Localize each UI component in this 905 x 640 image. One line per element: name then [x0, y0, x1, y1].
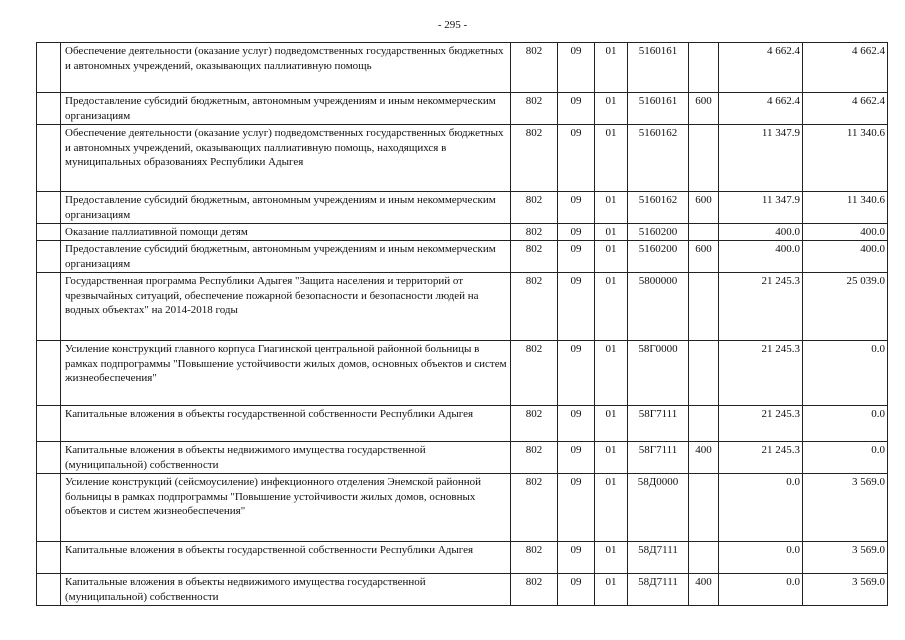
table-body	[37, 43, 888, 606]
amount-year-2: 0.0	[803, 341, 888, 406]
amount-year-1: 400.0	[719, 224, 803, 241]
row-description: Капитальные вложения в объекты государственной собственности Республики Адыгея	[61, 542, 511, 574]
row-description: Обеспечение деятельности (оказание услуг) подведомственных государственных бюджетных и автономных учреждений, оказывающих паллиативную помощь, находящихся в муниципальных образованиях Республики Адыгея	[61, 125, 511, 192]
section-code: 09	[558, 442, 595, 474]
empty-index-cell	[37, 474, 61, 542]
target-article-code: 58Д0000	[628, 474, 689, 542]
empty-index-cell	[37, 43, 61, 93]
expense-type-code	[689, 542, 719, 574]
table-row	[37, 341, 888, 406]
section-code: 09	[558, 406, 595, 442]
target-article-code: 58Г7111	[628, 406, 689, 442]
section-code: 09	[558, 273, 595, 341]
empty-index-cell	[37, 574, 61, 606]
subsection-code: 01	[595, 43, 628, 93]
amount-year-1: 4 662.4	[719, 43, 803, 93]
budget-table	[36, 42, 888, 606]
subsection-code: 01	[595, 474, 628, 542]
row-description: Предоставление субсидий бюджетным, автономным учреждениям и иным некоммерческим организациям	[61, 93, 511, 125]
target-article-code: 5160162	[628, 192, 689, 224]
amount-year-1: 4 662.4	[719, 93, 803, 125]
row-description: Оказание паллиативной помощи детям	[61, 224, 511, 241]
ministry-code: 802	[511, 406, 558, 442]
amount-year-1: 21 245.3	[719, 406, 803, 442]
target-article-code: 5160200	[628, 224, 689, 241]
amount-year-1: 21 245.3	[719, 273, 803, 341]
subsection-code: 01	[595, 574, 628, 606]
empty-index-cell	[37, 542, 61, 574]
subsection-code: 01	[595, 341, 628, 406]
ministry-code: 802	[511, 241, 558, 273]
amount-year-2: 11 340.6	[803, 125, 888, 192]
row-description: Предоставление субсидий бюджетным, автономным учреждениям и иным некоммерческим организациям	[61, 241, 511, 273]
empty-index-cell	[37, 224, 61, 241]
subsection-code: 01	[595, 406, 628, 442]
ministry-code: 802	[511, 542, 558, 574]
ministry-code: 802	[511, 43, 558, 93]
expense-type-code	[689, 224, 719, 241]
table-row	[37, 192, 888, 224]
target-article-code: 58Д7111	[628, 542, 689, 574]
section-code: 09	[558, 542, 595, 574]
amount-year-2: 3 569.0	[803, 542, 888, 574]
table-row	[37, 125, 888, 192]
expense-type-code	[689, 406, 719, 442]
section-code: 09	[558, 224, 595, 241]
table-row	[37, 442, 888, 474]
amount-year-2: 4 662.4	[803, 43, 888, 93]
amount-year-1: 11 347.9	[719, 192, 803, 224]
amount-year-1: 0.0	[719, 542, 803, 574]
target-article-code: 58Г0000	[628, 341, 689, 406]
subsection-code: 01	[595, 442, 628, 474]
row-description: Капитальные вложения в объекты недвижимого имущества государственной (муниципальной) собственности	[61, 442, 511, 474]
expense-type-code	[689, 43, 719, 93]
amount-year-1: 400.0	[719, 241, 803, 273]
subsection-code: 01	[595, 192, 628, 224]
expense-type-code	[689, 341, 719, 406]
section-code: 09	[558, 241, 595, 273]
ministry-code: 802	[511, 125, 558, 192]
section-code: 09	[558, 574, 595, 606]
amount-year-1: 0.0	[719, 574, 803, 606]
expense-type-code	[689, 273, 719, 341]
amount-year-2: 3 569.0	[803, 574, 888, 606]
amount-year-2: 400.0	[803, 224, 888, 241]
table-row	[37, 474, 888, 542]
amount-year-1: 0.0	[719, 474, 803, 542]
expense-type-code: 600	[689, 93, 719, 125]
ministry-code: 802	[511, 474, 558, 542]
table-row	[37, 273, 888, 341]
subsection-code: 01	[595, 224, 628, 241]
ministry-code: 802	[511, 192, 558, 224]
table-row	[37, 574, 888, 606]
section-code: 09	[558, 474, 595, 542]
expense-type-code	[689, 474, 719, 542]
ministry-code: 802	[511, 574, 558, 606]
table-row	[37, 224, 888, 241]
target-article-code: 5160162	[628, 125, 689, 192]
amount-year-2: 25 039.0	[803, 273, 888, 341]
amount-year-1: 21 245.3	[719, 442, 803, 474]
subsection-code: 01	[595, 241, 628, 273]
row-description: Капитальные вложения в объекты недвижимого имущества государственной (муниципальной) собственности	[61, 574, 511, 606]
target-article-code: 5800000	[628, 273, 689, 341]
table-row	[37, 241, 888, 273]
empty-index-cell	[37, 341, 61, 406]
row-description: Капитальные вложения в объекты государственной собственности Республики Адыгея	[61, 406, 511, 442]
ministry-code: 802	[511, 273, 558, 341]
expense-type-code	[689, 125, 719, 192]
subsection-code: 01	[595, 93, 628, 125]
row-description: Государственная программа Республики Адыгея "Защита населения и территорий от чрезвычайных ситуаций, обеспечение пожарной безопасности и безопасности людей на водных объектах" на 2014-2018 годы	[61, 273, 511, 341]
amount-year-2: 4 662.4	[803, 93, 888, 125]
amount-year-2: 11 340.6	[803, 192, 888, 224]
row-description: Обеспечение деятельности (оказание услуг) подведомственных государственных бюджетных и автономных учреждений, оказывающих паллиативную помощь	[61, 43, 511, 93]
amount-year-1: 11 347.9	[719, 125, 803, 192]
amount-year-2: 3 569.0	[803, 474, 888, 542]
empty-index-cell	[37, 442, 61, 474]
ministry-code: 802	[511, 224, 558, 241]
expense-type-code: 600	[689, 192, 719, 224]
section-code: 09	[558, 341, 595, 406]
expense-type-code: 400	[689, 442, 719, 474]
amount-year-2: 0.0	[803, 406, 888, 442]
expense-type-code: 600	[689, 241, 719, 273]
table-row	[37, 93, 888, 125]
amount-year-2: 400.0	[803, 241, 888, 273]
section-code: 09	[558, 192, 595, 224]
ministry-code: 802	[511, 442, 558, 474]
target-article-code: 58Д7111	[628, 574, 689, 606]
section-code: 09	[558, 93, 595, 125]
section-code: 09	[558, 43, 595, 93]
target-article-code: 58Г7111	[628, 442, 689, 474]
empty-index-cell	[37, 192, 61, 224]
row-description: Усиление конструкций главного корпуса Гиагинской центральной районной больницы в рамках подпрограммы "Повышение устойчивости жилых домов, основных объектов и систем жизнеобеспечения"	[61, 341, 511, 406]
target-article-code: 5160200	[628, 241, 689, 273]
subsection-code: 01	[595, 542, 628, 574]
amount-year-1: 21 245.3	[719, 341, 803, 406]
subsection-code: 01	[595, 273, 628, 341]
page-number: - 295 -	[437, 19, 468, 31]
empty-index-cell	[37, 93, 61, 125]
empty-index-cell	[37, 241, 61, 273]
expense-type-code: 400	[689, 574, 719, 606]
target-article-code: 5160161	[628, 93, 689, 125]
empty-index-cell	[37, 125, 61, 192]
ministry-code: 802	[511, 93, 558, 125]
table-row	[37, 43, 888, 93]
target-article-code: 5160161	[628, 43, 689, 93]
subsection-code: 01	[595, 125, 628, 192]
row-description: Предоставление субсидий бюджетным, автономным учреждениям и иным некоммерческим организациям	[61, 192, 511, 224]
empty-index-cell	[37, 406, 61, 442]
amount-year-2: 0.0	[803, 442, 888, 474]
table-row	[37, 406, 888, 442]
empty-index-cell	[37, 273, 61, 341]
ministry-code: 802	[511, 341, 558, 406]
table-row	[37, 542, 888, 574]
row-description: Усиление конструкций (сейсмоусиление) инфекционного отделения Энемской районной больницы в рамках подпрограммы "Повышение устойчивости жилых домов, основных объектов и систем жизнеобеспечения"	[61, 474, 511, 542]
section-code: 09	[558, 125, 595, 192]
